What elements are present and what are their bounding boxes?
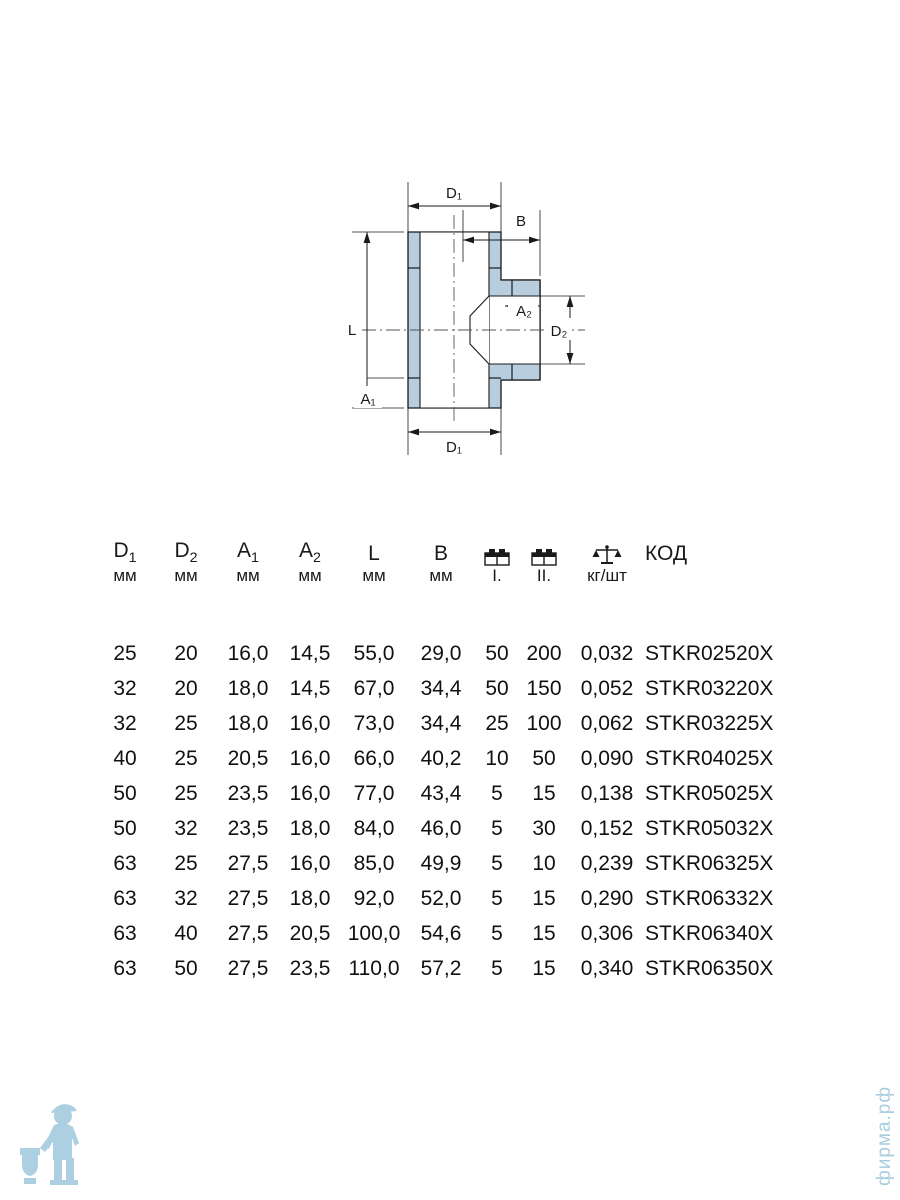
cell-a1: 20,5 [227, 746, 269, 770]
cell-d2: 25 [174, 781, 198, 805]
cell-code: STKR04025X [645, 746, 774, 770]
cell-b: 34,4 [420, 711, 462, 735]
cell-l: 77,0 [353, 781, 395, 805]
cell-d2: 25 [174, 851, 198, 875]
table-body [95, 598, 825, 986]
cell-pack-i: 5 [491, 886, 503, 910]
unit-d2: мм [174, 566, 198, 585]
label-d2: D₂ [550, 323, 568, 340]
dimension-l [342, 232, 404, 408]
label-l: L [347, 322, 357, 339]
cell-d1: 63 [113, 956, 137, 980]
cell-a2: 16,0 [289, 746, 331, 770]
cell-a2: 18,0 [289, 886, 331, 910]
cell-d1: 63 [113, 886, 137, 910]
unit-code [645, 566, 825, 598]
unit-a1: мм [236, 566, 260, 585]
cell-b: 43,4 [420, 781, 462, 805]
cell-pack-ii: 15 [532, 921, 556, 945]
cell-pack-i: 10 [485, 746, 509, 770]
cell-code: STKR03220X [645, 676, 774, 700]
cell-b: 57,2 [420, 956, 462, 980]
cell-d2: 25 [174, 746, 198, 770]
dimension-d1-top [408, 182, 501, 240]
cell-pack-i: 5 [491, 781, 503, 805]
header-row-symbols [95, 528, 825, 566]
label-d1-bottom: D₁ [446, 439, 462, 456]
cell-b: 49,9 [420, 851, 462, 875]
cell-a2: 20,5 [289, 921, 331, 945]
cell-pack-i: 25 [485, 711, 509, 735]
label-d1-top: D₁ [446, 185, 462, 202]
header-box-icon-1 [475, 528, 519, 566]
cell-b: 54,6 [420, 921, 462, 945]
scale-icon [592, 544, 622, 566]
cell-weight: 0,138 [580, 781, 634, 805]
cell-weight: 0,032 [580, 641, 634, 665]
cell-a1: 16,0 [227, 641, 269, 665]
cell-weight: 0,152 [580, 816, 634, 840]
fitting-drawing-svg [0, 0, 900, 500]
cell-pack-i: 5 [491, 921, 503, 945]
unit-b: мм [429, 566, 453, 585]
cell-a1: 23,5 [227, 781, 269, 805]
cell-d2: 50 [174, 956, 198, 980]
cell-d2: 32 [174, 886, 198, 910]
label-a1: A₁ [360, 391, 376, 408]
cell-b: 29,0 [420, 641, 462, 665]
cell-a2: 23,5 [289, 956, 331, 980]
cell-a2: 16,0 [289, 781, 331, 805]
cell-pack-ii: 200 [526, 641, 562, 665]
header-code: КОД [645, 542, 688, 565]
cell-d1: 32 [113, 711, 137, 735]
cell-pack-ii: 50 [532, 746, 556, 770]
cell-a2: 14,5 [289, 676, 331, 700]
cell-weight: 0,239 [580, 851, 634, 875]
cell-code: STKR06340X [645, 921, 774, 945]
cell-pack-ii: 10 [532, 851, 556, 875]
cell-code: STKR05025X [645, 781, 774, 805]
cell-d2: 25 [174, 711, 198, 735]
header-b: B [433, 542, 448, 565]
cell-d1: 25 [113, 641, 137, 665]
cell-d1: 40 [113, 746, 137, 770]
cell-l: 100,0 [347, 921, 401, 945]
cell-d1: 63 [113, 851, 137, 875]
cell-a2: 16,0 [289, 851, 331, 875]
cell-l: 73,0 [353, 711, 395, 735]
table-row [95, 671, 825, 706]
cell-pack-ii: 100 [526, 711, 562, 735]
cell-d2: 20 [174, 641, 198, 665]
unit-pack-i: I. [492, 566, 502, 585]
cell-pack-ii: 30 [532, 816, 556, 840]
cell-d2: 32 [174, 816, 198, 840]
cell-code: STKR05032X [645, 816, 774, 840]
cell-l: 92,0 [353, 886, 395, 910]
cell-pack-ii: 15 [532, 886, 556, 910]
cell-pack-i: 5 [491, 851, 503, 875]
header-row-units [95, 566, 825, 598]
header-a2: $A_2$ [299, 538, 321, 566]
cell-code: STKR06332X [645, 886, 774, 910]
table-row [95, 706, 825, 741]
cell-d1: 63 [113, 921, 137, 945]
cell-code: STKR06350X [645, 956, 774, 980]
cell-weight: 0,090 [580, 746, 634, 770]
table-row [95, 916, 825, 951]
cell-l: 84,0 [353, 816, 395, 840]
unit-pack-ii: II. [536, 566, 552, 585]
dimension-d1-bottom [408, 408, 501, 456]
table-row [95, 776, 825, 811]
cell-a1: 27,5 [227, 886, 269, 910]
cell-l: 110,0 [348, 956, 400, 980]
plumber-figure-watermark [16, 1096, 102, 1192]
cell-code: STKR03225X [645, 711, 774, 735]
table-row [95, 951, 825, 986]
cell-a1: 27,5 [227, 956, 269, 980]
cell-weight: 0,052 [580, 676, 634, 700]
label-b: B [515, 213, 527, 230]
cell-weight: 0,306 [580, 921, 634, 945]
cell-weight: 0,290 [580, 886, 634, 910]
cell-code: STKR02520X [645, 641, 774, 665]
cell-code: STKR06325X [645, 851, 774, 875]
unit-l: мм [362, 566, 386, 585]
cell-pack-ii: 15 [532, 956, 556, 980]
cell-l: 67,0 [353, 676, 395, 700]
unit-weight: кг/шт [587, 566, 627, 585]
table-row [95, 636, 825, 671]
specification-table [95, 528, 825, 986]
cell-d1: 50 [113, 816, 137, 840]
header-d2: $D_2$ [174, 538, 198, 566]
table-row [95, 846, 825, 881]
table-row [95, 881, 825, 916]
cell-l: 55,0 [353, 641, 395, 665]
header-l: L [368, 542, 380, 565]
cell-pack-i: 50 [485, 676, 509, 700]
cell-b: 34,4 [420, 676, 462, 700]
cell-a2: 16,0 [289, 711, 331, 735]
spacer-row [95, 598, 825, 636]
cell-d2: 20 [174, 676, 198, 700]
dimension-a1 [354, 378, 404, 408]
header-a1: $A_1$ [237, 538, 259, 566]
cell-weight: 0,062 [580, 711, 634, 735]
cell-a1: 18,0 [227, 676, 269, 700]
cell-pack-ii: 15 [532, 781, 556, 805]
unit-d1: мм [113, 566, 137, 585]
cell-l: 66,0 [353, 746, 395, 770]
cell-pack-i: 50 [485, 641, 509, 665]
cell-d1: 32 [113, 676, 137, 700]
unit-a2: мм [298, 566, 322, 585]
cell-a1: 27,5 [227, 921, 269, 945]
cell-a1: 23,5 [227, 816, 269, 840]
cell-a2: 18,0 [289, 816, 331, 840]
table-header [95, 528, 825, 598]
cell-pack-i: 5 [491, 956, 503, 980]
cell-pack-ii: 150 [526, 676, 562, 700]
cell-weight: 0,340 [580, 956, 634, 980]
header-box-icon-2 [519, 528, 569, 566]
site-watermark-text: фирма.рф [874, 1086, 895, 1186]
cell-a1: 27,5 [227, 851, 269, 875]
cell-d2: 40 [174, 921, 198, 945]
label-a2: A₂ [516, 303, 532, 320]
box-icon [531, 546, 557, 566]
cell-d1: 50 [113, 781, 137, 805]
cell-b: 52,0 [420, 886, 462, 910]
cell-a1: 18,0 [227, 711, 269, 735]
cell-pack-i: 5 [491, 816, 503, 840]
header-d1: $D_1$ [113, 538, 137, 566]
cell-a2: 14,5 [289, 641, 331, 665]
cell-l: 85,0 [353, 851, 395, 875]
table-row [95, 741, 825, 776]
cell-b: 40,2 [420, 746, 462, 770]
table-row [95, 811, 825, 846]
header-scale-icon [569, 528, 645, 566]
technical-drawing [0, 0, 900, 500]
cell-b: 46,0 [420, 816, 462, 840]
box-icon [484, 546, 510, 566]
